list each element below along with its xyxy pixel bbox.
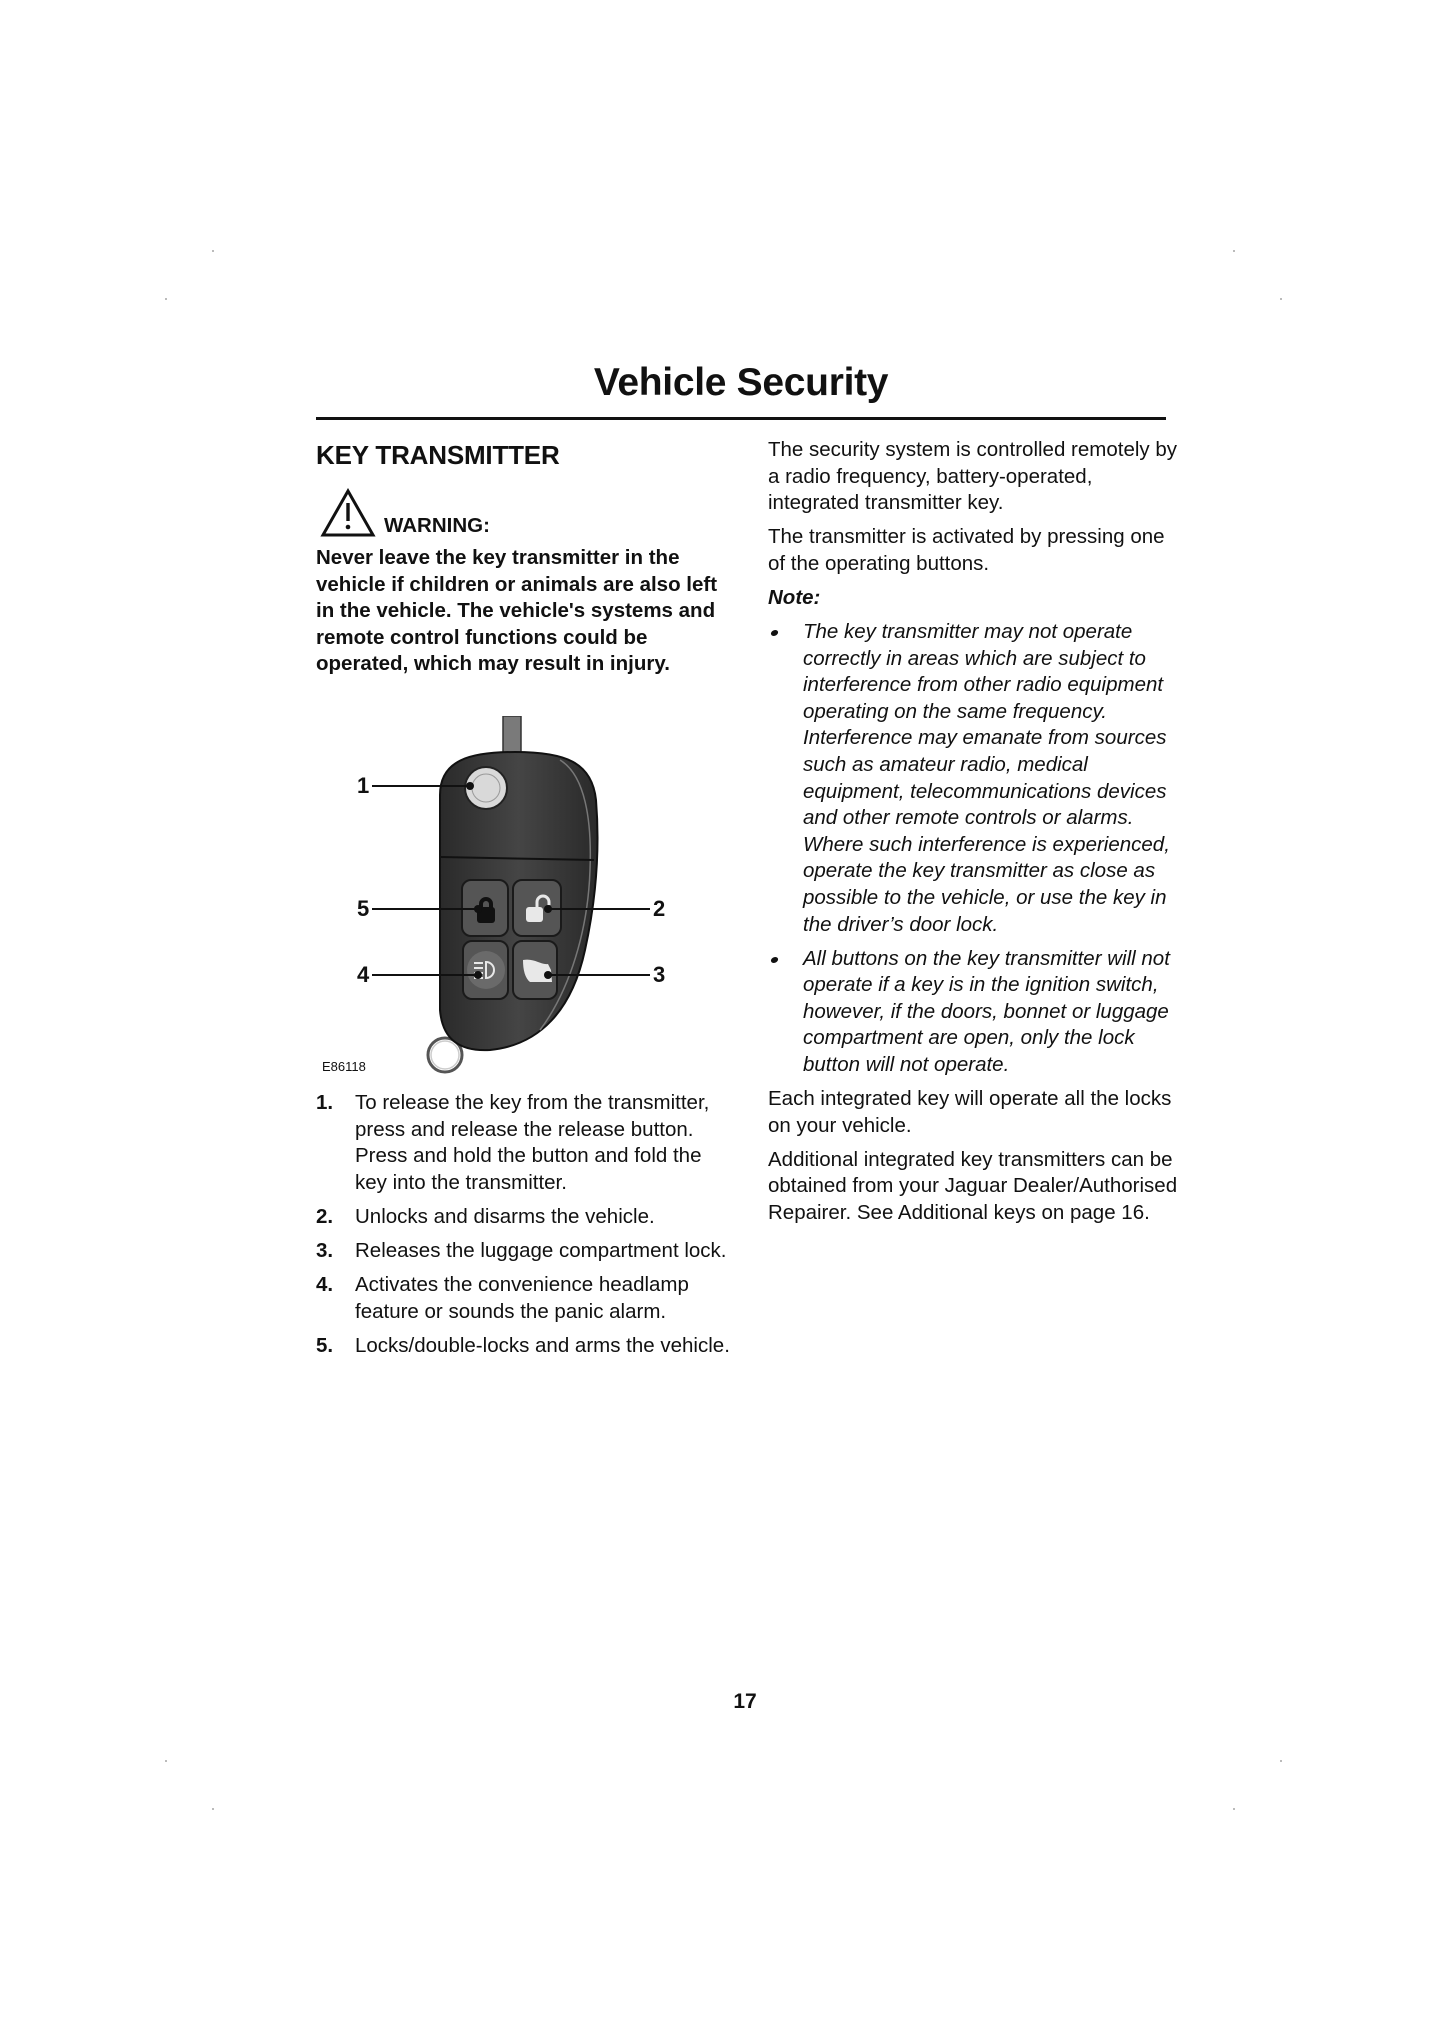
crop-mark [212,250,214,252]
bullet-icon [770,630,779,636]
list-item [316,1333,736,1360]
crop-mark [1233,1808,1235,1810]
list-number: 5. [316,1333,334,1357]
list-item [316,1090,736,1196]
page-number: 17 [733,1690,757,1713]
note-list [768,619,1178,1079]
page-title: Vehicle Security [593,361,889,404]
warning-label: WARNING: [384,514,490,537]
list-number: 2. [316,1204,334,1228]
section-heading: KEY TRANSMITTER [316,440,560,470]
note-item [768,619,1178,938]
warning-text: Never leave the key transmitter in the vehicle if children or animals are also left in the vehicle. The vehicle's systems and remote control functions could be operated, which may result in injury. [316,546,718,676]
crop-mark [165,298,167,300]
callout-5: 5 [357,896,370,921]
crop-mark [1280,298,1282,300]
warning-triangle-icon [320,488,376,538]
button-function-list [316,1090,736,1367]
right-column [768,437,1178,1234]
list-text: To release the key from the transmitter, press and release the release button. Press and hold the button and fold the key into the transmitter. [355,1091,710,1194]
figure-code: E86118 [322,1059,366,1074]
additional-keys-paragraph: Additional integrated key transmitters can be obtained from your Jaguar Dealer/Authorised Repairer. See Additional keys on page 16. [768,1147,1178,1225]
activation-paragraph: The transmitter is activated by pressing one of the operating buttons. [768,525,1165,575]
callout-2: 2 [653,896,666,921]
note-text: The key transmitter may not operate correctly in areas which are subject to interference from other radio equipment operating on the same frequency. Interference may emanate from sources such as amateur radio, medical equipment, telecommunications devices and other remote controls or alarms. Where such interference is experienced, operate the key transmitter as close as possible to the vehicle, or use the key in the driver’s door lock. [803,620,1170,936]
callout-4: 4 [357,962,370,987]
list-text: Activates the convenience headlamp feature or sounds the panic alarm. [355,1273,689,1323]
crop-mark [1233,250,1235,252]
list-item [316,1238,736,1265]
list-number: 3. [316,1238,334,1262]
crop-mark [212,1808,214,1810]
intro-paragraph: The security system is controlled remotely by a radio frequency, battery-operated, integrated transmitter key. [768,438,1177,515]
locks-paragraph: Each integrated key will operate all the locks on your vehicle. [768,1087,1172,1137]
note-item [768,946,1178,1079]
list-number: 1. [316,1091,334,1114]
callout-1: 1 [357,773,370,798]
bullet-icon [770,957,779,963]
list-text: Unlocks and disarms the vehicle. [355,1204,655,1228]
title-rule [316,417,1166,420]
crop-mark [165,1760,167,1762]
note-label: Note: [768,585,821,609]
callout-3: 3 [653,962,666,987]
crop-mark [1280,1760,1282,1762]
key-blade [503,716,521,756]
list-number: 4. [316,1273,334,1297]
list-text: Locks/double-locks and arms the vehicle. [355,1333,730,1357]
note-text: All buttons on the key transmitter will not operate if a key is in the ignition switch, however, if the doors, bonnet or luggage compartment are open, only the lock button will not operate. [803,946,1170,1077]
list-item [316,1204,736,1231]
list-item [316,1272,736,1325]
list-text: Releases the luggage compartment lock. [355,1238,727,1262]
